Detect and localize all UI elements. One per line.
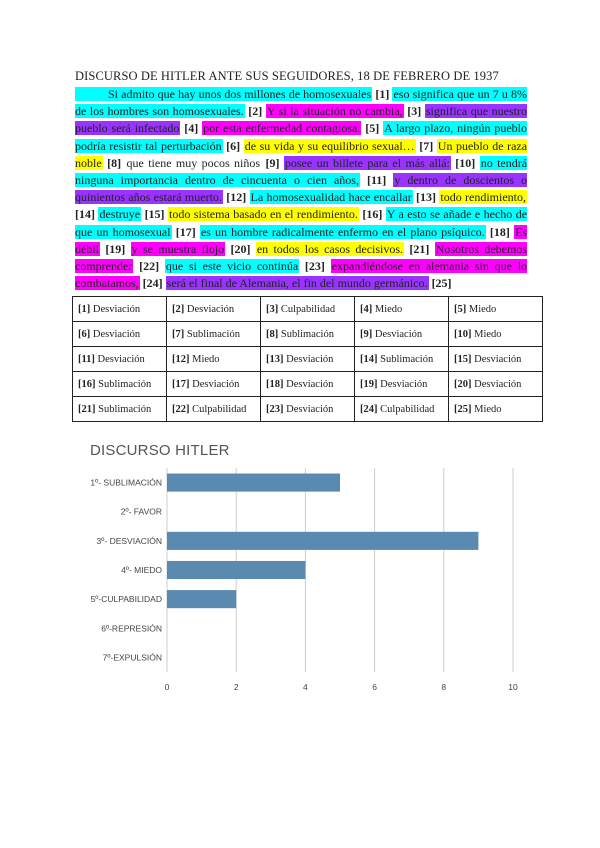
segment-marker: [15] <box>144 207 165 222</box>
x-tick-label: 0 <box>164 682 170 692</box>
cell-label: Miedo <box>189 353 220 365</box>
bar <box>167 561 305 579</box>
speech-segment: que si este vicio continúa <box>165 259 299 274</box>
category-label: 7º-EXPULSIÓN <box>102 652 162 663</box>
cell-number: [15] <box>454 353 472 365</box>
speech-segment: eso significa que un 7 u 8% de los hombres son homosexuales. <box>75 87 528 119</box>
cell-label: Desviación <box>94 353 145 365</box>
cell-number: [18] <box>266 378 284 390</box>
cell-number: [9] <box>360 328 373 340</box>
cell-label: Desviación <box>283 378 334 390</box>
speech-segment: es un hombre radicalmente enfermo en el plano psíquico. <box>200 224 485 239</box>
speech-segment: Un pueblo de raza noble <box>75 138 528 170</box>
cell-number: [17] <box>172 378 190 390</box>
speech-segment: posee un billete para el más allá: <box>284 155 450 170</box>
speech-segment: todo sistema basado en el rendimiento. <box>169 207 358 222</box>
segment-marker: [24] <box>142 276 163 291</box>
segment-marker: [2] <box>248 104 263 119</box>
category-label: 3º- DESVIACIÓN <box>96 535 162 546</box>
cell-number: [21] <box>78 403 96 415</box>
x-tick-label: 4 <box>303 682 308 692</box>
cell-label: Desviación <box>90 303 141 315</box>
cell-label: Culpabilidad <box>377 403 435 415</box>
segment-marker: [7] <box>419 138 434 153</box>
segment-marker: [13] <box>416 190 437 205</box>
cell-label: Desviación <box>471 353 522 365</box>
segment-marker: [1] <box>375 87 390 101</box>
speech-segment: La homosexualidad hace encallar <box>250 190 412 205</box>
segment-marker: [21] <box>409 241 430 256</box>
cell-number: [22] <box>172 403 190 415</box>
cell-number: [3] <box>266 303 279 315</box>
segment-marker: [17] <box>175 224 196 239</box>
cell-number: [25] <box>454 403 472 415</box>
cell-number: [6] <box>78 328 91 340</box>
segment-marker: [25] <box>431 276 452 291</box>
cell-label: Sublimación <box>95 403 152 415</box>
cell-number: [20] <box>454 378 472 390</box>
document-title: DISCURSO DE HITLER ANTE SUS SEGUIDORES, 18 DE FEBRERO DE 1937 <box>75 69 499 83</box>
cell-number: [1] <box>78 303 91 315</box>
cell-number: [7] <box>172 328 185 340</box>
segment-marker: [4] <box>184 121 199 136</box>
cell-label: Sublimación <box>278 328 334 340</box>
cell-label: Desviación <box>90 328 141 340</box>
segment-marker: [23] <box>304 259 325 274</box>
speech-segment: por esta enfermedad contagiosa. <box>203 121 361 136</box>
cell-label: Desviación <box>184 303 235 315</box>
speech-segment: Y si la situación no cambia, <box>266 104 403 119</box>
cell-number: [2] <box>172 303 185 315</box>
cell-label: Desviación <box>372 328 423 340</box>
speech-segment: en todos los casos decisivos. <box>256 241 404 256</box>
cell-label: Culpabilidad <box>189 403 247 415</box>
category-label: 2º- FAVOR <box>120 506 162 517</box>
cell-label: Miedo <box>471 403 502 415</box>
segment-marker: [9] <box>265 155 280 170</box>
cell-label: Miedo <box>471 328 502 340</box>
segment-marker: [14] <box>75 207 95 222</box>
cell-number: [23] <box>266 403 284 415</box>
cell-label: Desviación <box>189 378 240 390</box>
cell-number: [12] <box>172 353 190 365</box>
speech-segment: Y a esto se añade e hecho de que un homosexual <box>75 207 528 239</box>
bar <box>167 590 236 608</box>
cell-number: [16] <box>78 378 96 390</box>
cell-number: [4] <box>360 303 373 315</box>
cell-label: Sublimación <box>95 378 152 390</box>
cell-label: Miedo <box>466 303 497 315</box>
segment-marker: [11] <box>366 173 387 188</box>
speech-segment: no tendrá ninguna importancia dentro de cincuenta o cien años, <box>75 155 528 188</box>
speech-segment: A largo plazo, ningún pueblo podría resistir tal perturbación <box>75 121 528 153</box>
segment-marker: [20] <box>230 241 251 256</box>
cell-number: [5] <box>454 303 467 315</box>
segment-marker: [16] <box>362 207 383 222</box>
segment-marker: [3] <box>407 104 422 119</box>
bar <box>167 532 478 550</box>
speech-segment: significa que nuestro pueblo será infectado <box>75 104 528 136</box>
cell-label: Desviación <box>377 378 428 390</box>
speech-segment: Si admito que hay unos dos millones de homosexuales <box>75 87 372 101</box>
cell-label: Culpabilidad <box>278 303 336 315</box>
segment-marker: [19] <box>105 241 126 256</box>
bar <box>167 474 340 492</box>
x-tick-label: 10 <box>508 682 518 692</box>
x-tick-label: 2 <box>233 682 239 692</box>
speech-segment: Nosotros debemos comprender <box>75 241 527 274</box>
cell-label: Miedo <box>372 303 403 315</box>
speech-segment: será el final de Alemania, el fin del mundo germánico. <box>166 276 428 291</box>
speech-segment: de su vida y su equilibrio sexual… <box>244 138 415 153</box>
category-label: 4º- MIEDO <box>121 565 162 575</box>
speech-segment: que tiene muy pocos niños <box>126 155 261 170</box>
speech-segment: y dentro de doscientos o quinientos años estará muerto. <box>75 173 527 205</box>
segment-marker: [18] <box>489 224 510 239</box>
cell-label: Desviación <box>283 403 334 415</box>
cell-number: [8] <box>266 328 279 340</box>
chart-title: DISCURSO HITLER <box>90 442 230 459</box>
cell-number: [11] <box>78 353 95 365</box>
speech-segment: expandiéndose en alemania sin que lo combatamos, <box>75 259 528 291</box>
speech-segment: Es débil <box>75 224 528 256</box>
cell-label: Desviación <box>471 378 522 390</box>
segment-marker: [22] <box>139 259 160 274</box>
segment-marker: [6] <box>226 138 241 153</box>
cell-number: [24] <box>360 403 378 415</box>
speech-segment: todo rendimiento, <box>440 190 526 205</box>
cell-label: Desviación <box>283 353 334 365</box>
speech-segment: y se muestra flojo <box>131 241 225 256</box>
segment-marker: [10] <box>455 155 476 170</box>
cell-number: [13] <box>266 353 284 365</box>
category-label: 1º- SUBLIMACIÓN <box>90 477 162 488</box>
x-tick-label: 8 <box>441 682 447 692</box>
segment-marker: [5] <box>365 121 380 136</box>
speech-segment: destruye <box>99 207 141 222</box>
x-tick-label: 6 <box>372 682 377 692</box>
cell-label: Sublimación <box>377 353 434 365</box>
cell-number: [14] <box>360 353 378 365</box>
category-label: 5º-CULPABILIDAD <box>90 594 162 605</box>
segment-marker: [8] <box>107 155 122 170</box>
cell-number: [19] <box>360 378 378 390</box>
category-label: 6º-REPRESIÓN <box>101 623 162 634</box>
cell-label: Sublimación <box>184 328 240 340</box>
segment-marker: [12] <box>226 190 247 205</box>
cell-number: [10] <box>454 328 472 340</box>
